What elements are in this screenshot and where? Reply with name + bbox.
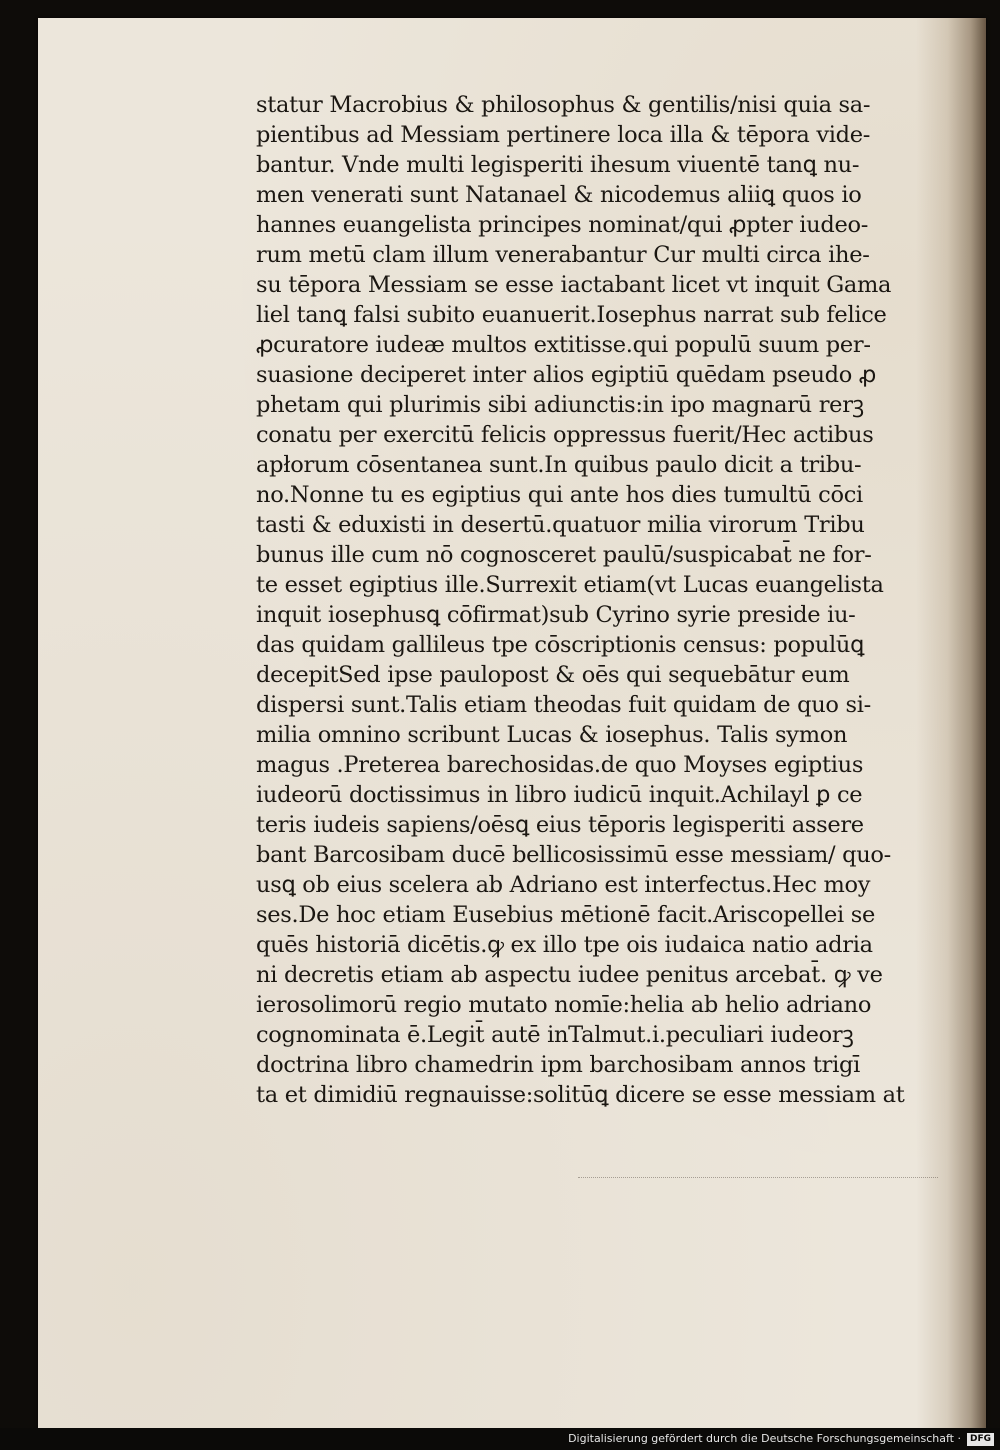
- text-line: bant Barcosibam ducē bellicosissimū esse messiam/ quo-: [256, 842, 891, 868]
- book-page: [38, 18, 986, 1428]
- text-line: das quidam gallileus tpe cōscriptionis census: populūꝗ: [256, 632, 865, 658]
- digitization-footer: [0, 1428, 1000, 1450]
- dfg-logo: DFG: [967, 1433, 994, 1446]
- text-line: bunus ille cum nō cognosceret paulū/suspicabat̄ ne for-: [256, 542, 872, 568]
- text-line: pientibus ad Messiam pertinere loca illa & tēpora vide-: [256, 122, 871, 148]
- text-line: iudeorū doctissimus in libro iudicū inquit.Achilayl ꝑ ce: [256, 782, 863, 808]
- text-line: su tēpora Messiam se esse iactabant licet vt inquit Gama: [256, 272, 892, 298]
- text-line: liel tanꝗ falsi subito euanuerit.Iosephus narrat sub felice: [256, 302, 887, 328]
- text-line: tasti & eduxisti in desertū.quatuor milia virorum Tribu: [256, 512, 865, 538]
- text-line: cognominata ē.Legit̄ autē inTalmut.i.peculiari iudeorꝫ: [256, 1022, 854, 1048]
- text-line: no.Nonne tu es egiptius qui ante hos dies tumultū cōci: [256, 482, 863, 508]
- page-text-block: [256, 90, 936, 1110]
- text-line: hannes euangelista principes nominat/qui ꝓpter iudeo-: [256, 212, 869, 238]
- funding-credit: Digitalisierung gefördert durch die Deutsche Forschungsgemeinschaft ·: [568, 1432, 961, 1445]
- text-line: te esset egiptius ille.Surrexit etiam(vt Lucas euangelista: [256, 572, 884, 598]
- text-line: ses.De hoc etiam Eusebius mētionē facit.Ariscopellei se: [256, 902, 876, 928]
- text-line: apłorum cōsentanea sunt.In quibus paulo dicit a tribu-: [256, 452, 862, 478]
- text-line: teris iudeis sapiens/oēsꝗ eius tēporis legisperiti assere: [256, 812, 864, 838]
- text-line: ni decretis etiam ab aspectu iudee penitus arcebat̄. ꝙ ve: [256, 962, 883, 988]
- lower-rule-marks: [578, 1161, 938, 1178]
- text-line: men venerati sunt Natanael & nicodemus aliiꝗ quos io: [256, 182, 862, 208]
- text-line: statur Macrobius & philosophus & gentilis/nisi quia sa-: [256, 92, 871, 118]
- text-line: usꝗ ob eius scelera ab Adriano est interfectus.Hec moy: [256, 872, 871, 898]
- text-line: bantur. Vnde multi legisperiti ihesum viuentē tanꝗ nu-: [256, 152, 860, 178]
- text-line: suasione deciperet inter alios egiptiū quēdam pseudo ꝓ: [256, 362, 876, 388]
- text-line: dispersi sunt.Talis etiam theodas fuit quidam de quo si-: [256, 692, 871, 718]
- text-line: inquit iosephusꝗ cōfirmat)sub Cyrino syrie preside iu-: [256, 602, 856, 628]
- text-line: ierosolimorū regio mutato nomīe:helia ab helio adriano: [256, 992, 872, 1018]
- text-line: conatu per exercitū felicis oppressus fuerit/Hec actibus: [256, 422, 874, 448]
- text-line: ꝓcuratore iudeæ multos extitisse.qui populū suum per-: [256, 332, 871, 358]
- text-line: decepitSed ipse paulopost & oēs qui sequebātur eum: [256, 662, 850, 688]
- text-line: rum metū clam illum venerabantur Cur multi circa ihe-: [256, 242, 870, 268]
- text-line: phetam qui plurimis sibi adiunctis:in ipo magnarū rerꝫ: [256, 392, 864, 418]
- text-line: quēs historiā dicētis.ꝙ ex illo tpe ois iudaica natio adria: [256, 932, 873, 958]
- text-line: ta et dimidiū regnauisse:solitūꝗ dicere se esse messiam at: [256, 1082, 905, 1108]
- text-line: magus .Preterea barechosidas.de quo Moyses egiptius: [256, 752, 864, 778]
- text-line: doctrina libro chamedrin ipm barchosibam annos trigī: [256, 1052, 860, 1078]
- text-line: milia omnino scribunt Lucas & iosephus. Talis symon: [256, 722, 848, 748]
